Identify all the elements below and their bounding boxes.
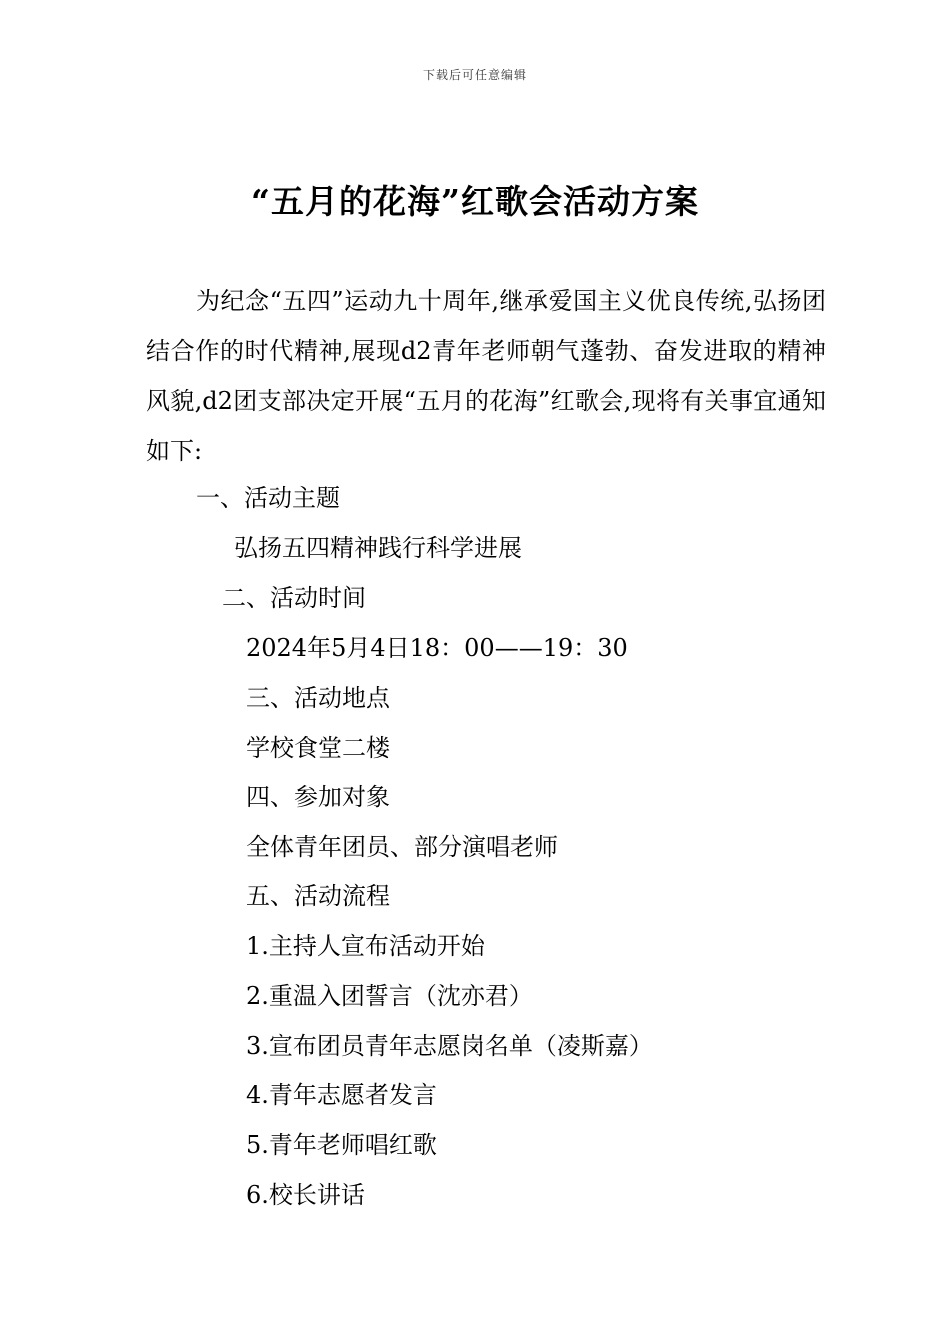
section-participants-value: 全体青年团员、部分演唱老师 [246,833,558,861]
section-place-heading: 三、活动地点 [246,684,390,712]
section-time-heading: 二、活动时间 [222,584,366,612]
process-step-1: 1.主持人宣布活动开始 [246,932,485,960]
process-step-6: 6.校长讲话 [246,1181,365,1209]
process-step-3: 3.宣布团员青年志愿岗名单（凌斯嘉） [246,1032,653,1060]
section-theme-heading: 一、活动主题 [196,484,340,512]
section-participants-heading: 四、参加对象 [246,783,390,811]
process-step-4: 4.青年志愿者发言 [246,1081,437,1109]
section-theme-value: 弘扬五四精神践行科学进展 [234,534,522,562]
process-step-5: 5.青年老师唱红歌 [246,1131,437,1159]
document-title: “五月的花海”红歌会活动方案 [251,182,699,221]
process-step-2: 2.重温入团誓言（沈亦君） [246,982,533,1010]
section-place-value: 学校食堂二楼 [246,734,390,762]
page-header-note: 下载后可任意编辑 [422,68,527,82]
section-time-value: 2024年5月4日18：00——19：30 [246,634,628,662]
section-process-heading: 五、活动流程 [246,882,390,910]
intro-paragraph: 为纪念“五四”运动九十周年,继承爱国主义优良传统,弘扬团结合作的时代精神,展现d2青年老师朝气蓬勃、奋发进取的精神风貌,d2团支部决定开展“五月的花海”红歌会,现将有关事宜通知如下: [146,287,826,465]
